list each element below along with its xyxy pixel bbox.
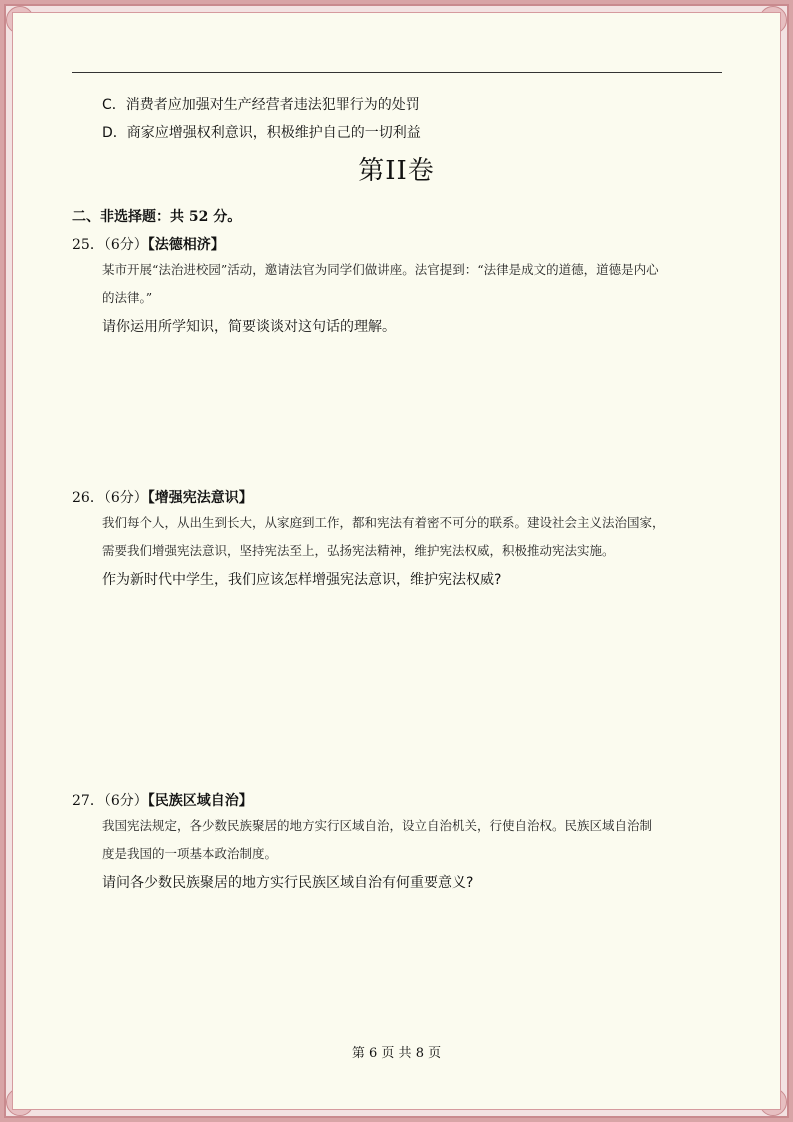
question-tag: 【增强宪法意识】 (147, 490, 253, 506)
material-line: 度是我国的一项基本政治制度。 (102, 846, 278, 861)
question-26-heading (72, 487, 253, 507)
question-tag: 【民族区域自治】 (147, 793, 253, 809)
option-c: C．消费者应加强对生产经营者违法犯罪行为的处罚 (102, 97, 420, 113)
material-line: 需要我们增强宪法意识，坚持宪法至上，弘扬宪法精神，维护宪法权威，积极推动宪法实施。 (102, 543, 615, 558)
option-d: D．商家应增强权利意识，积极维护自己的一切利益 (102, 125, 421, 141)
material-line: 的法律。” (102, 290, 153, 305)
question-number: 25．（6分） (72, 237, 148, 253)
question-number: 27．（6分） (72, 793, 148, 809)
material-line: 我们每个人，从出生到长大，从家庭到工作，都和宪法有着密不可分的联系。建设社会主义法治国家， (102, 515, 665, 530)
section-title: 第II卷 (358, 156, 435, 186)
question-number: 26．（6分） (72, 490, 148, 506)
header-rule (72, 72, 722, 73)
question-27-material (102, 812, 722, 868)
question-26-material (102, 509, 722, 565)
question-26-ask: 作为新时代中学生，我们应该怎样增强宪法意识，维护宪法权威? (102, 572, 502, 588)
question-25-ask: 请你运用所学知识，简要谈谈对这句话的理解。 (102, 319, 396, 335)
question-25-material (102, 256, 722, 312)
material-line: 我国宪法规定，各少数民族聚居的地方实行区域自治，设立自治机关，行使自治权。民族区域自治制 (102, 818, 653, 833)
material-line: 某市开展“法治进校园”活动，邀请法官为同学们做讲座。法官提到：“法律是成文的道德，道德是内心 (102, 262, 659, 277)
question-tag: 【法德相济】 (147, 237, 225, 253)
question-27-heading (72, 790, 253, 810)
page-footer: 第 6 页 共 8 页 (351, 1046, 442, 1061)
question-27-ask: 请问各少数民族聚居的地方实行民族区域自治有何重要意义? (102, 875, 474, 891)
question-25-heading (72, 234, 225, 254)
part-heading: 二、非选择题：共 52 分。 (72, 209, 242, 225)
